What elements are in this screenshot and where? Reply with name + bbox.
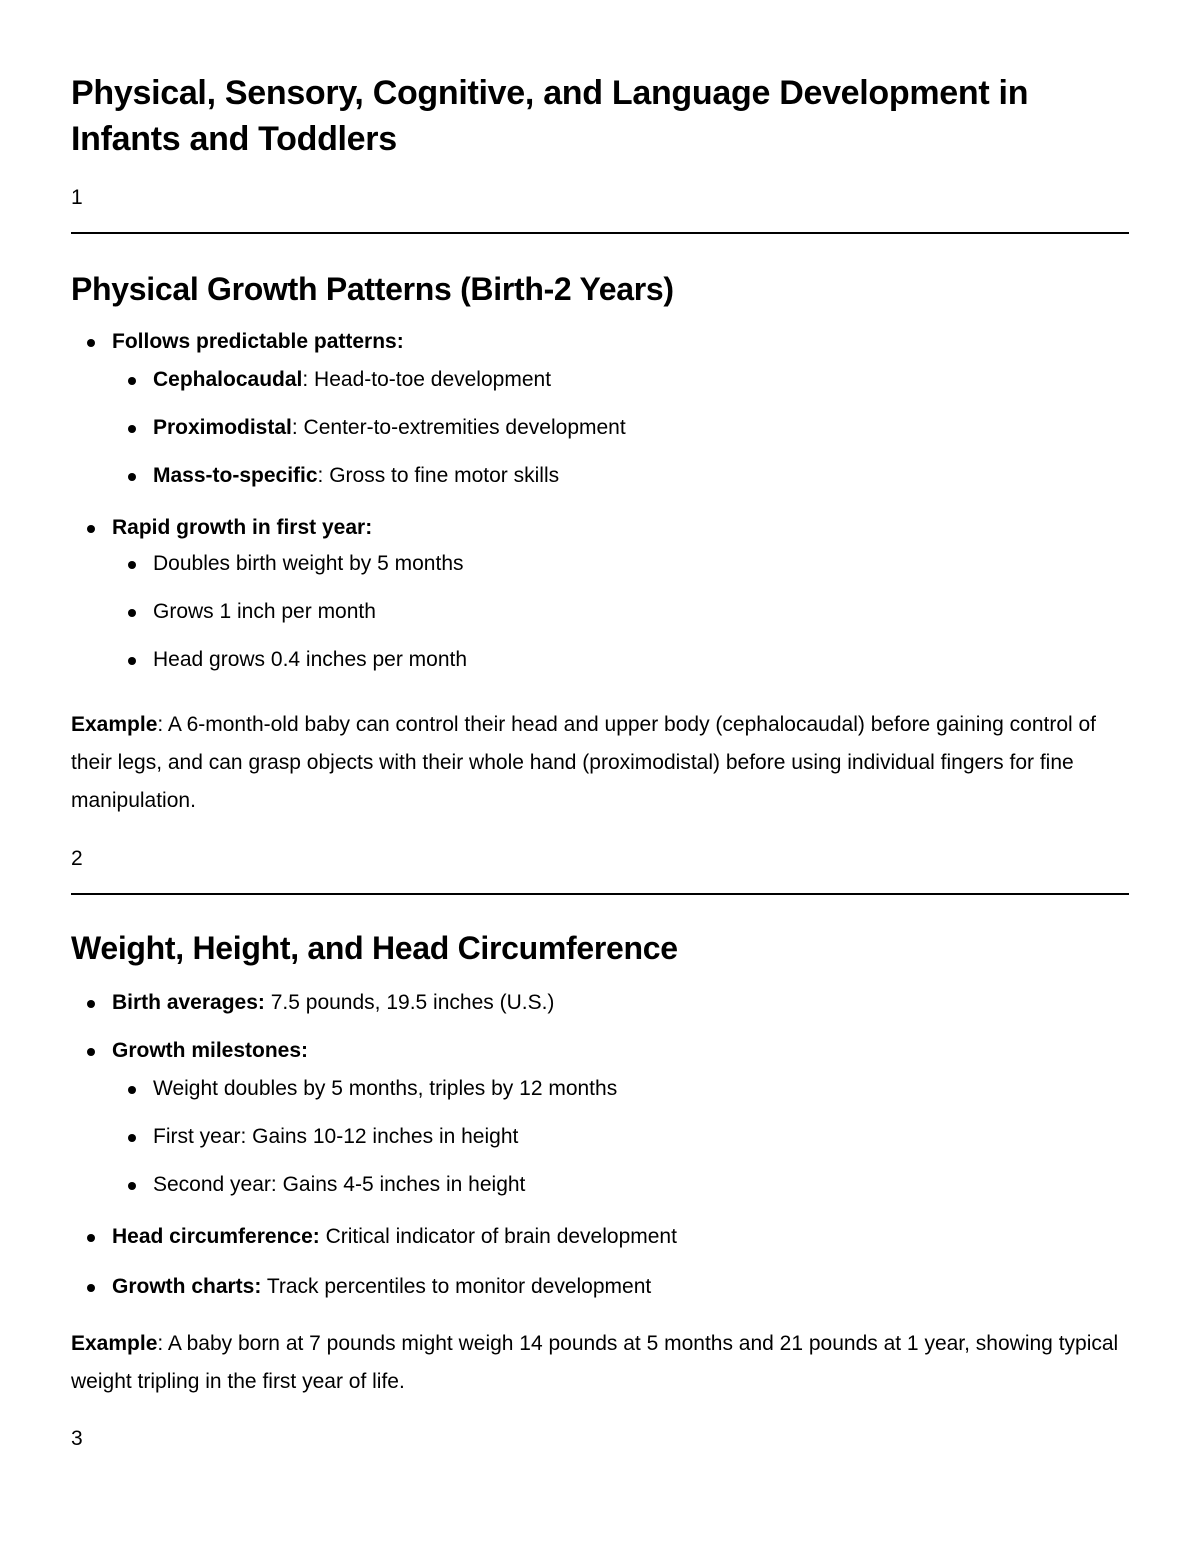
list-item [71, 328, 1129, 490]
list-item-text: 7.5 pounds, 19.5 inches (U.S.) [264, 991, 555, 1014]
list-item [71, 1037, 1129, 1199]
bullet-icon [128, 377, 136, 385]
bullet-icon [87, 1284, 95, 1292]
bullet-icon [87, 1000, 95, 1008]
section-heading-weight-height: Weight, Height, and Head Circumference [71, 930, 678, 966]
example-text: : A baby born at 7 pounds might weigh 14 pounds at 5 months and 21 pounds at 1 year, showing typical weight tripling in the first year of life. [71, 1332, 1119, 1393]
list-item [112, 1171, 1129, 1199]
section-heading-physical-growth: Physical Growth Patterns (Birth-2 Years) [71, 271, 674, 307]
page-number: 3 [71, 1427, 83, 1450]
list-item-text: First year: Gains 10-12 inches in height [153, 1125, 519, 1148]
list-item [112, 1123, 1129, 1151]
list-item [112, 1075, 1129, 1103]
bullet-icon [128, 425, 136, 433]
term-definition: : Center-to-extremities development [291, 416, 626, 439]
term-proximodistal: Proximodistal [153, 416, 292, 439]
list-item-text: Track percentiles to monitor development [261, 1275, 652, 1298]
bullet-icon [128, 609, 136, 617]
bullet-icon [87, 1048, 95, 1056]
example-label: Example [71, 713, 158, 736]
list-item [71, 514, 1129, 674]
bullet-icon [128, 1182, 136, 1190]
list-item [71, 989, 1129, 1017]
list-item [112, 646, 1129, 674]
list-item-text: Critical indicator of brain development [319, 1225, 677, 1248]
bullet-icon [128, 657, 136, 665]
list-item-label: Follows predictable patterns: [112, 330, 404, 353]
list-item-text: Grows 1 inch per month [153, 600, 376, 623]
term-mass-to-specific: Mass-to-specific [153, 464, 318, 487]
list-item [112, 462, 1129, 490]
list-item-label: Birth averages: [112, 991, 265, 1014]
list-item-label: Growth milestones: [112, 1039, 309, 1062]
document-page [71, 70, 1129, 1453]
growth-patterns-list [71, 328, 1129, 674]
list-item [71, 1223, 1129, 1251]
example-text: : A 6-month-old baby can control their head and upper body (cephalocaudal) before gaining control of their legs, and can grasp objects with their whole hand (proximodistal) before using individual fingers for fine manipulation. [71, 713, 1097, 812]
example-paragraph [71, 1325, 1129, 1401]
section-divider [71, 232, 1129, 234]
example-paragraph [71, 706, 1129, 820]
sub-list [112, 1075, 1129, 1199]
bullet-icon [87, 339, 95, 347]
term-definition: : Head-to-toe development [302, 368, 552, 391]
bullet-icon [128, 1086, 136, 1094]
sub-list [112, 550, 1129, 674]
list-item [112, 414, 1129, 442]
term-definition: : Gross to fine motor skills [317, 464, 560, 487]
example-label: Example [71, 1332, 158, 1355]
bullet-icon [128, 1134, 136, 1142]
list-item-label: Rapid growth in first year: [112, 516, 373, 539]
document-title: Physical, Sensory, Cognitive, and Language Development in Infants and Toddlers [71, 74, 1029, 158]
list-item-label: Head circumference: [112, 1225, 320, 1248]
page-number: 1 [71, 186, 83, 209]
bullet-icon [87, 1234, 95, 1242]
list-item-text: Second year: Gains 4-5 inches in height [153, 1173, 526, 1196]
term-cephalocaudal: Cephalocaudal [153, 368, 303, 391]
bullet-icon [128, 561, 136, 569]
section-divider [71, 893, 1129, 895]
list-item [112, 598, 1129, 626]
growth-measures-list [71, 989, 1129, 1301]
bullet-icon [128, 473, 136, 481]
list-item-text: Head grows 0.4 inches per month [153, 648, 468, 671]
list-item-label: Growth charts: [112, 1275, 262, 1298]
page-number: 2 [71, 847, 83, 870]
list-item [71, 1273, 1129, 1301]
sub-list [112, 366, 1129, 490]
list-item-text: Doubles birth weight by 5 months [153, 552, 464, 575]
bullet-icon [87, 525, 95, 533]
list-item-text: Weight doubles by 5 months, triples by 12 months [153, 1077, 618, 1100]
list-item [112, 550, 1129, 578]
list-item [112, 366, 1129, 394]
